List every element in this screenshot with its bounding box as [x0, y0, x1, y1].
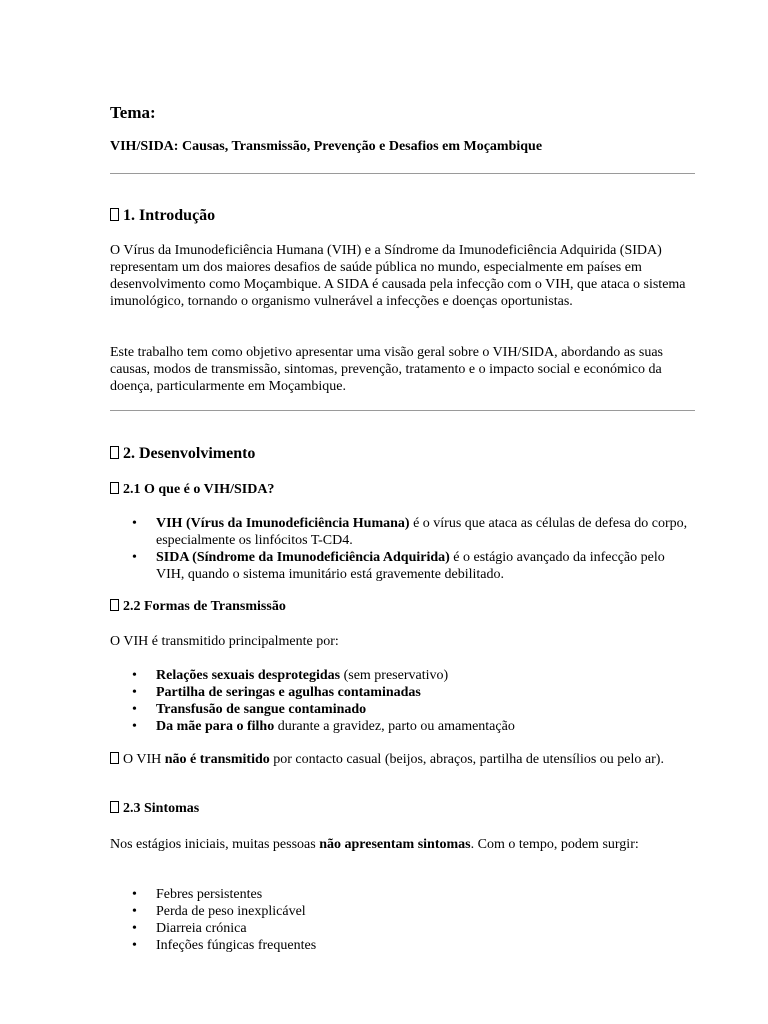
list-item: • Diarreia crónica: [110, 920, 695, 937]
list-item: • SIDA (Síndrome da Imunodeficiência Adquirida) é o estágio avançado da infecção pelo VIH, quando o sistema imunitário está gravemente debilitado.: [110, 549, 695, 583]
divider: [110, 173, 695, 174]
list-item: • Transfusão de sangue contaminado: [110, 701, 695, 718]
section-2-3-heading: 2.3 Sintomas: [110, 801, 199, 817]
missing-glyph-icon: [110, 208, 119, 221]
vih-sida-definition-list: [110, 515, 695, 583]
list-item: • VIH (Vírus da Imunodeficiência Humana) é o vírus que ataca as células de defesa do corpo, especialmente os linfócitos T-CD4.: [110, 515, 695, 549]
symptoms-intro: Nos estágios iniciais, muitas pessoas não apresentam sintomas. Com o tempo, podem surgir:: [110, 837, 639, 852]
list-item: • Partilha de seringas e agulhas contaminadas: [110, 684, 695, 701]
transmission-note: O VIH não é transmitido por contacto casual (beijos, abraços, partilha de utensílios ou pelo ar).: [110, 751, 695, 768]
development-heading: 2. Desenvolvimento: [110, 445, 255, 463]
intro-paragraph-1: O Vírus da Imunodeficiência Humana (VIH) e a Síndrome da Imunodeficiência Adquirida (SIDA) representam um dos maiores desafios de saúde pública no mundo, especialmente em países em desenvolvimento como Moçambique. A SIDA é causada pela infecção com o VIH, que ataca o sistema imunológico, tornando o organismo vulnerável a infecções e doenças oportunistas.: [110, 243, 686, 309]
intro-heading: 1. Introdução: [110, 207, 215, 225]
missing-glyph-icon: [110, 446, 119, 459]
list-item: • Relações sexuais desprotegidas (sem preservativo): [110, 667, 695, 684]
transmission-intro: O VIH é transmitido principalmente por:: [110, 634, 339, 649]
tema-label: Tema:: [110, 103, 156, 122]
section-2-1-heading: 2.1 O que é o VIH/SIDA?: [110, 482, 274, 498]
list-item: • Perda de peso inexplicável: [110, 903, 695, 920]
divider: [110, 410, 695, 411]
missing-glyph-icon: [110, 482, 119, 494]
transmission-list: [110, 667, 695, 735]
missing-glyph-icon: [110, 801, 119, 813]
missing-glyph-icon: [110, 752, 119, 764]
list-item: • Da mãe para o filho durante a gravidez, parto ou amamentação: [110, 718, 695, 735]
symptoms-list: [110, 886, 695, 954]
list-item: • Febres persistentes: [110, 886, 695, 903]
document-title: VIH/SIDA: Causas, Transmissão, Prevenção e Desafios em Moçambique: [110, 139, 543, 154]
section-2-2-heading: 2.2 Formas de Transmissão: [110, 599, 286, 615]
intro-paragraph-2: Este trabalho tem como objetivo apresentar uma visão geral sobre o VIH/SIDA, abordando as suas causas, modos de transmissão, sintomas, prevenção, tratamento e o impacto social e económico da doença, particularmente em Moçambique.: [110, 345, 663, 394]
list-item: • Infeções fúngicas frequentes: [110, 937, 695, 954]
missing-glyph-icon: [110, 599, 119, 611]
